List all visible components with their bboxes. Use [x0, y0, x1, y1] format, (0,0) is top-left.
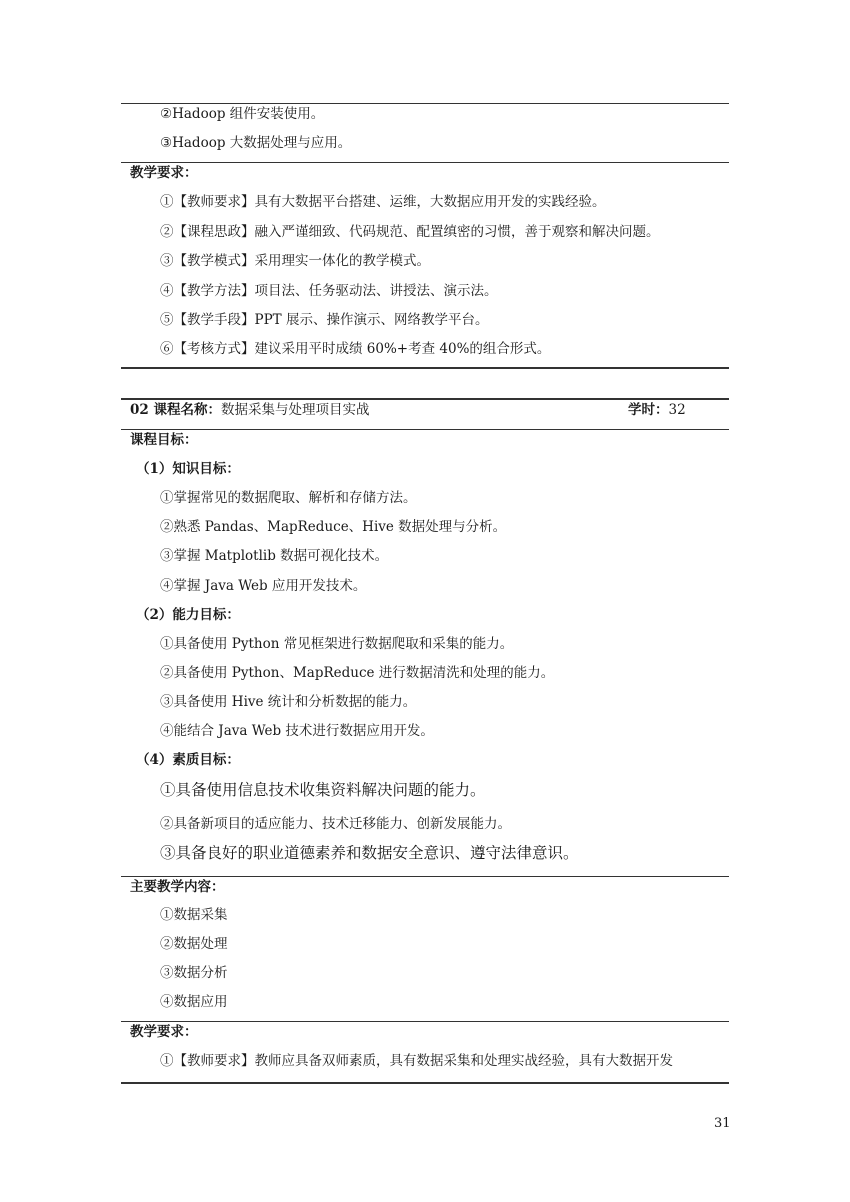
content-item: ②数据处理	[160, 936, 228, 952]
course-hours	[628, 401, 686, 419]
content-item: ①数据采集	[160, 907, 228, 923]
ability-heading: （2）能力目标：	[136, 607, 240, 623]
knowledge-item: ②熟悉 Pandas、MapReduce、Hive 数据处理与分析。	[160, 519, 507, 535]
table-rule	[121, 162, 729, 163]
page-number: 31	[714, 1116, 731, 1131]
table-bottom-rule	[121, 367, 729, 369]
content-item: ③数据分析	[160, 965, 228, 981]
course-name-value: 数据采集与处理项目实战	[221, 402, 370, 418]
content-item: ④数据应用	[160, 994, 228, 1010]
ability-item: ③具备使用 Hive 统计和分析数据的能力。	[160, 694, 417, 710]
goals-heading: 课程目标：	[130, 432, 198, 448]
table-rule	[121, 1021, 729, 1022]
requirement-item: ③【教学模式】采用理实一体化的教学模式。	[160, 253, 430, 269]
requirement-item: ②【课程思政】融入严谨细致、代码规范、配置缜密的习惯，善于观察和解决问题。	[160, 224, 660, 240]
hours-value: 32	[668, 402, 686, 418]
content-heading: 主要教学内容：	[130, 879, 225, 895]
ability-item: ④能结合 Java Web 技术进行数据应用开发。	[160, 723, 434, 739]
table-bottom-rule	[121, 1082, 729, 1084]
content-item: ②Hadoop 组件安装使用。	[160, 106, 325, 122]
table-rule	[121, 103, 729, 104]
knowledge-item: ③掌握 Matplotlib 数据可视化技术。	[160, 548, 389, 564]
quality-item: ②具备新项目的适应能力、技术迁移能力、创新发展能力。	[160, 816, 511, 832]
table-top-rule	[121, 398, 729, 400]
hours-label: 学时：	[628, 402, 669, 418]
knowledge-heading: （1）知识目标：	[136, 461, 240, 477]
quality-item: ①具备使用信息技术收集资料解决问题的能力。	[160, 781, 486, 799]
requirement-item: ④【教学方法】项目法、任务驱动法、讲授法、演示法。	[160, 283, 498, 299]
requirement-item: ⑤【教学手段】PPT 展示、操作演示、网络教学平台。	[160, 312, 489, 328]
requirements-heading: 教学要求：	[130, 1024, 198, 1040]
table-rule	[121, 876, 729, 877]
requirement-item: ①【教师要求】教师应具备双师素质，具有数据采集和处理实战经验，具有大数据开发	[160, 1053, 673, 1069]
ability-item: ②具备使用 Python、MapReduce 进行数据清洗和处理的能力。	[160, 665, 555, 681]
knowledge-item: ①掌握常见的数据爬取、解析和存储方法。	[160, 490, 417, 506]
requirement-item: ⑥【考核方式】建议采用平时成绩 60%+考查 40%的组合形式。	[160, 341, 551, 357]
course-name-label: 02 课程名称：	[130, 402, 221, 418]
requirements-heading: 教学要求：	[130, 165, 198, 181]
quality-heading: （4）素质目标：	[136, 752, 240, 768]
course-name	[130, 401, 370, 419]
content-item: ③Hadoop 大数据处理与应用。	[160, 135, 352, 151]
requirement-item: ①【教师要求】具有大数据平台搭建、运维，大数据应用开发的实践经验。	[160, 194, 606, 210]
quality-item: ③具备良好的职业道德素养和数据安全意识、遵守法律意识。	[160, 844, 579, 862]
ability-item: ①具备使用 Python 常见框架进行数据爬取和采集的能力。	[160, 636, 514, 652]
table-rule	[121, 429, 729, 430]
knowledge-item: ④掌握 Java Web 应用开发技术。	[160, 578, 367, 594]
